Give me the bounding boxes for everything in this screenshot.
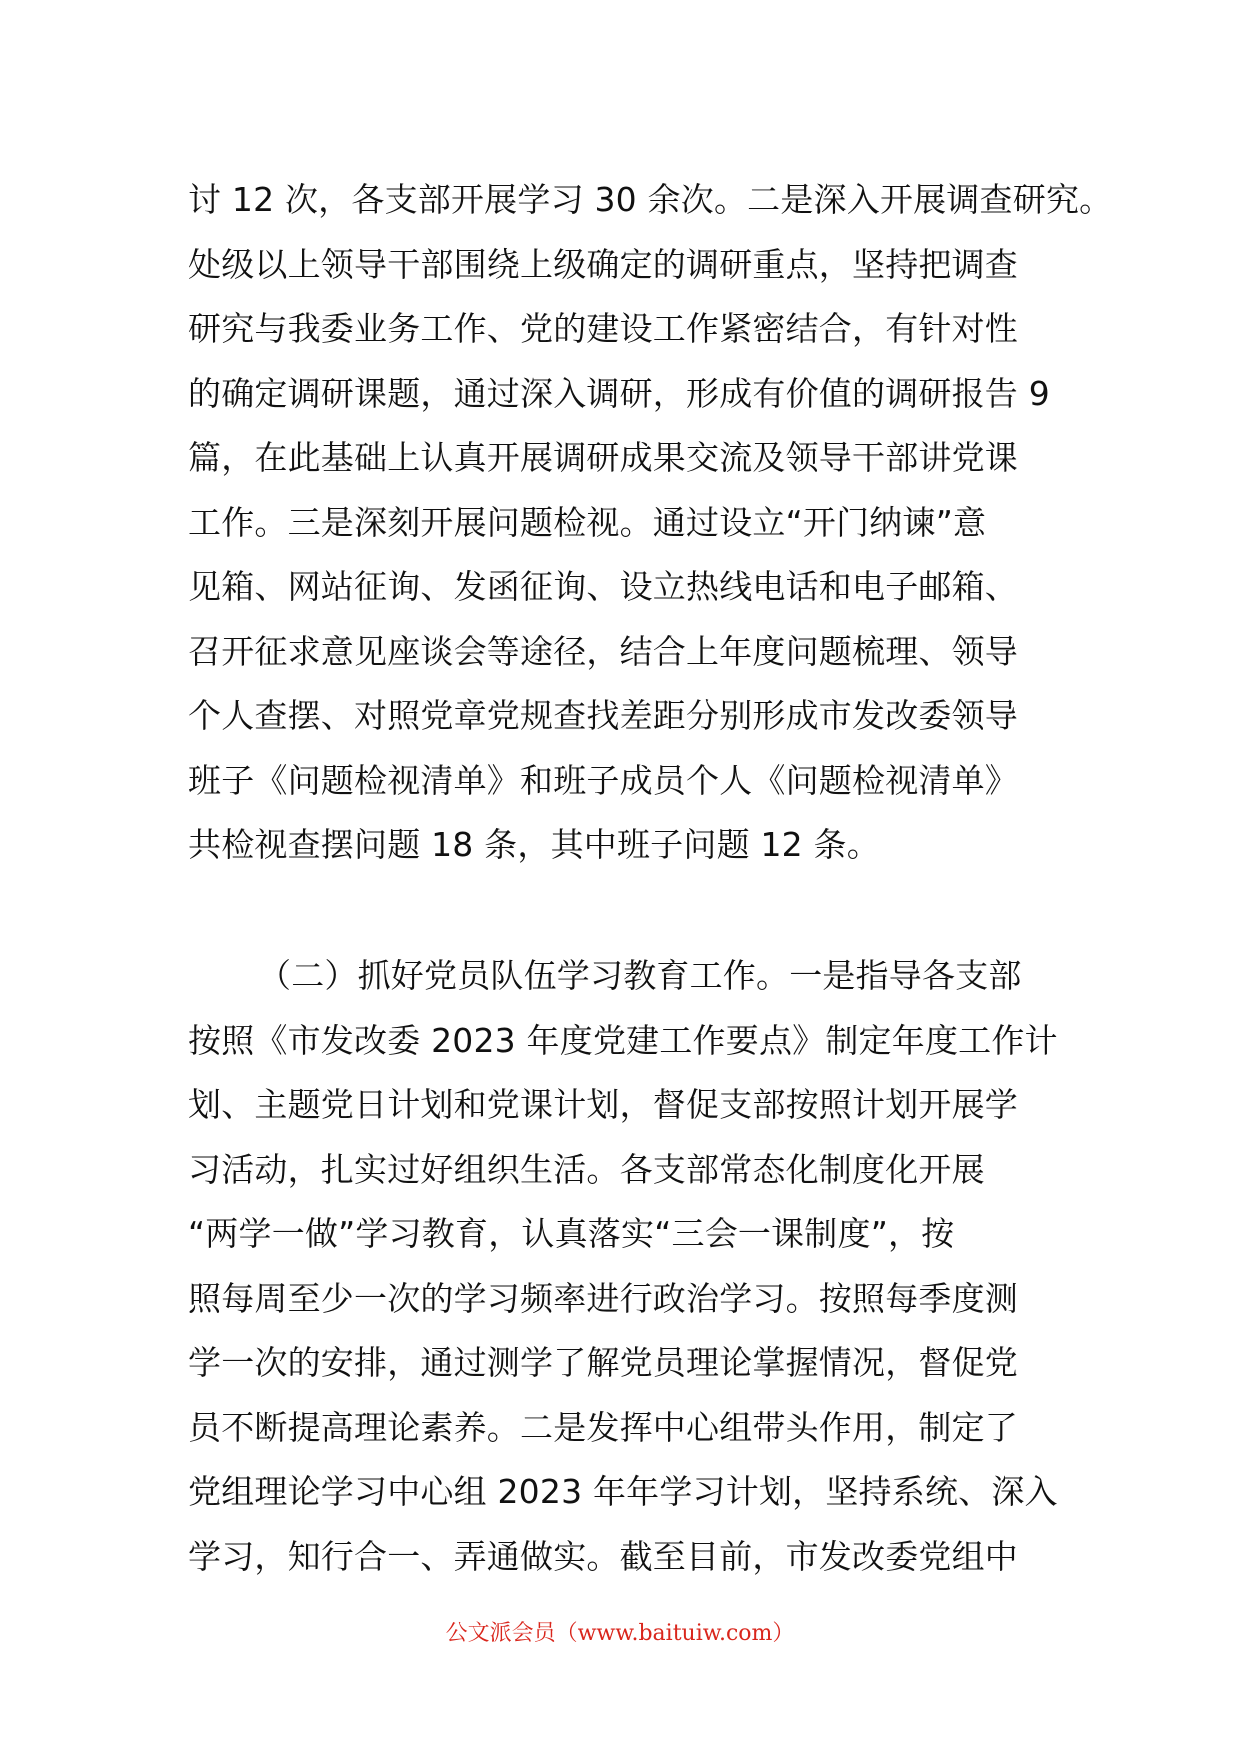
paragraph-1-line: 研究与我委业务工作、党的建设工作紧密结合，有针对性 — [188, 309, 1018, 348]
paragraph-1-line: 召开征求意见座谈会等途径，结合上年度问题梳理、领导 — [188, 631, 1018, 671]
paragraph-1 — [188, 168, 1113, 878]
paragraph-2-line: 员不断提高理论素养。二是发挥中心组带头作用，制定了 — [188, 1407, 1018, 1447]
paragraph-2-line: 照每周至少一次的学习频率进行政治学习。按照每季度测 — [188, 1278, 1018, 1318]
paragraph-1-line: 讨 12 次，各支部开展学习 30 余次。二是深入开展调查研究。 — [188, 180, 1113, 219]
paragraph-1-line: 工作。三是深刻开展问题检视。通过设立“开门纳谏”意 — [188, 502, 987, 542]
paragraph-1-line: 篇，在此基础上认真开展调研成果交流及领导干部讲党课 — [188, 438, 1018, 477]
paragraph-2-line: 学习，知行合一、弄通做实。截至目前，市发改委党组中 — [188, 1536, 1018, 1576]
paragraph-1-line: 见箱、网站征询、发函征询、设立热线电话和电子邮箱、 — [188, 567, 1018, 606]
paragraph-1-line: 个人查摆、对照党章党规查找差距分别形成市发改委领导 — [188, 696, 1018, 735]
paragraph-1-line: 处级以上领导干部围绕上级确定的调研重点，坚持把调查 — [188, 244, 1018, 284]
paragraph-2-heading-line: （二）抓好党员队伍学习教育工作。一是指导各支部 — [258, 956, 1022, 995]
paragraph-2-line: “两学一做”学习教育，认真落实“三会一课制度”，按 — [188, 1214, 955, 1253]
paragraph-2-line: 习活动，扎实过好组织生活。各支部常态化制度化开展 — [188, 1149, 985, 1189]
paragraph-1-line: 的确定调研课题，通过深入调研，形成有价值的调研报告 9 — [188, 373, 1050, 413]
paragraph-1-line: 班子《问题检视清单》和班子成员个人《问题检视清单》 — [188, 760, 1018, 800]
footer-watermark-link[interactable]: 公文派会员（www.baituiw.com） — [445, 1621, 795, 1646]
paragraph-2 — [188, 944, 1068, 1589]
paragraph-1-line: 共检视查摆问题 18 条，其中班子问题 12 条。 — [188, 825, 880, 864]
paragraph-2-line: 党组理论学习中心组 2023 年年学习计划，坚持系统、深入 — [188, 1472, 1058, 1511]
paragraph-2-line: 学一次的安排，通过测学了解党员理论掌握情况，督促党 — [188, 1343, 1018, 1382]
paragraph-2-line: 按照《市发改委 2023 年度党建工作要点》制定年度工作计 — [188, 1020, 1058, 1060]
paragraph-2-line: 划、主题党日计划和党课计划，督促支部按照计划开展学 — [188, 1085, 1018, 1124]
